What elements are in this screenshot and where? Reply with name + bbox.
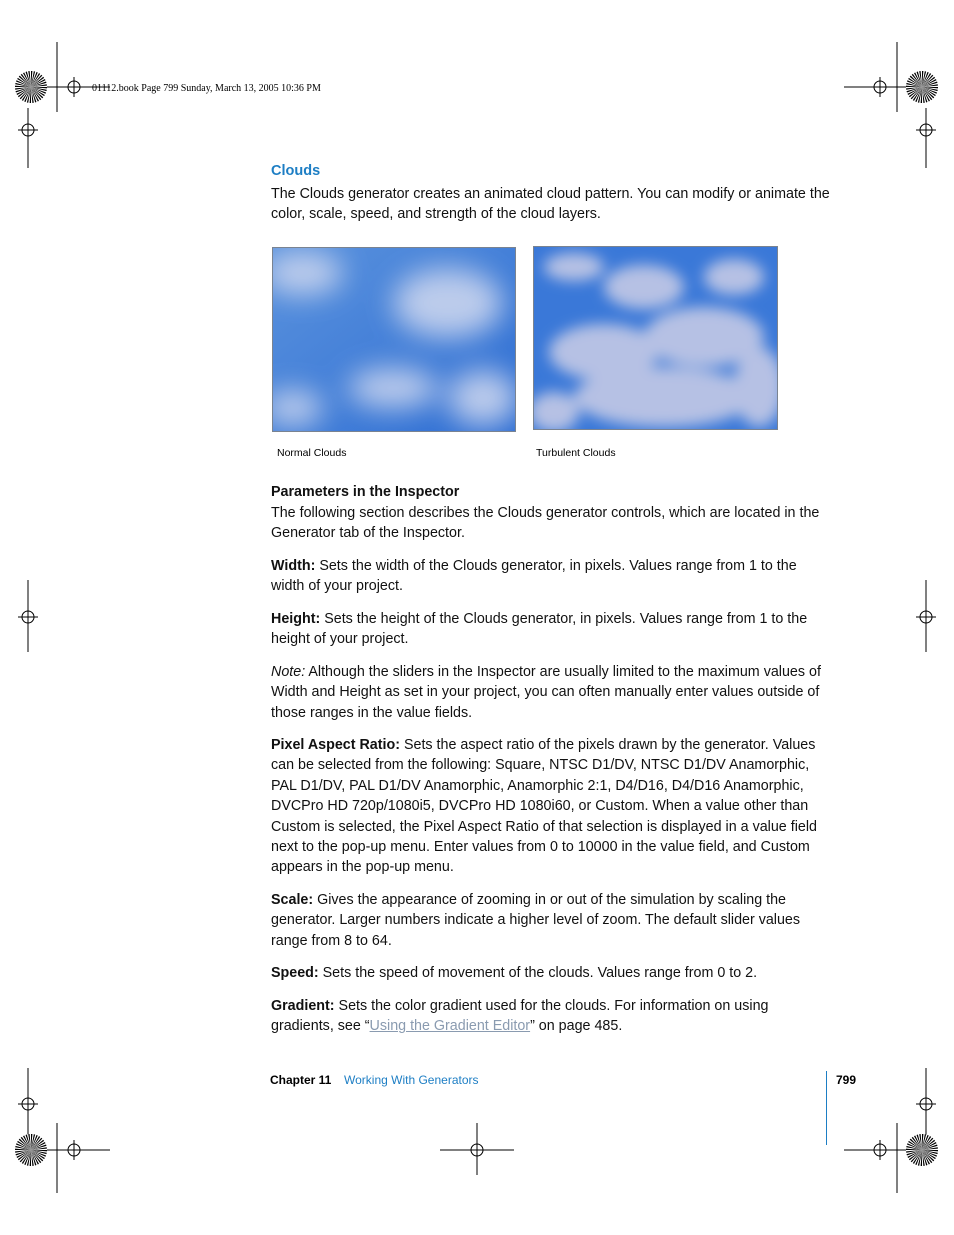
param-desc: Gives the appearance of zooming in or out of the simulation by scaling the generator. Larger numbers indicate a higher level of zoom. The default slider values range from 8 to 64.	[271, 892, 801, 949]
param-desc: Sets the speed of movement of the clouds. Values range from 0 to 2.	[318, 965, 758, 981]
param-width	[271, 556, 831, 597]
sunburst-icon	[906, 71, 938, 103]
note	[271, 662, 831, 723]
section-title: Clouds	[271, 163, 321, 179]
param-term: Height:	[271, 611, 321, 627]
param-pixel-aspect-ratio	[271, 735, 831, 878]
sunburst-icon	[15, 71, 47, 103]
param-height	[271, 609, 831, 650]
param-term: Scale:	[271, 892, 314, 908]
sunburst-icon	[15, 1134, 47, 1166]
footer-chapter: Chapter 11	[270, 1073, 332, 1087]
footer-divider	[826, 1071, 827, 1145]
print-slug: 01112.book Page 799 Sunday, March 13, 2005 10:36 PM	[92, 83, 321, 94]
figure-caption-normal: Normal Clouds	[277, 447, 347, 459]
turbulent-clouds-image	[533, 246, 778, 430]
normal-clouds-image	[272, 247, 516, 432]
param-desc: Sets the aspect ratio of the pixels drawn by the generator. Values can be selected from the following: Square, NTSC D1/DV, NTSC D1/DV Anamorphic, PAL D1/DV, PAL D1/DV Anamorphic, Anamorphic 2:1, D4/D16, D4/D16 Anamorphic, DVCPro HD 720p/1080i5, DVCPro HD 1080i60, or Custom. When a value other than Custom is selected, the Pixel Aspect Ratio of that selection is displayed in a value field next to the pop-up menu. Enter values from 0 to 10000 in the value field, and Custom appears in the pop-up menu.	[271, 737, 817, 876]
param-desc: Sets the height of the Clouds generator, in pixels. Values range from 1 to the height of your project.	[271, 611, 808, 648]
param-scale	[271, 890, 831, 951]
param-term: Pixel Aspect Ratio:	[271, 737, 400, 753]
note-desc: Although the sliders in the Inspector are usually limited to the maximum values of Width and Height as set in your project, you can often manually enter values outside of those ranges in the value fields.	[271, 664, 821, 721]
subsection-intro: The following section describes the Clouds generator controls, which are located in the Generator tab of the Inspector.	[271, 505, 820, 542]
note-term: Note:	[271, 664, 306, 680]
turbulent-clouds-illustration	[534, 247, 777, 429]
page-number: 799	[836, 1073, 857, 1087]
footer-chapter-title: Working With Generators	[344, 1073, 479, 1087]
param-desc-after: ” on page 485.	[530, 1018, 623, 1035]
gradient-editor-link[interactable]: Using the Gradient Editor	[369, 1018, 531, 1035]
normal-clouds-illustration	[273, 248, 515, 431]
figure-caption-turbulent: Turbulent Clouds	[536, 447, 616, 459]
param-term: Speed:	[271, 965, 319, 981]
param-gradient	[271, 996, 831, 1037]
param-desc-before: Sets the color gradient used for the clouds. For information on using gradients, see “	[271, 998, 769, 1035]
section-intro: The Clouds generator creates an animated cloud pattern. You can modify or animate the color, scale, speed, and strength of the cloud layers.	[271, 186, 830, 223]
param-speed	[271, 963, 831, 983]
param-term: Gradient:	[271, 998, 335, 1014]
param-term: Width:	[271, 558, 316, 574]
sunburst-icon	[906, 1134, 938, 1166]
param-desc: Sets the width of the Clouds generator, in pixels. Values range from 1 to the width of your project.	[271, 558, 797, 595]
subsection-title: Parameters in the Inspector	[271, 484, 460, 500]
